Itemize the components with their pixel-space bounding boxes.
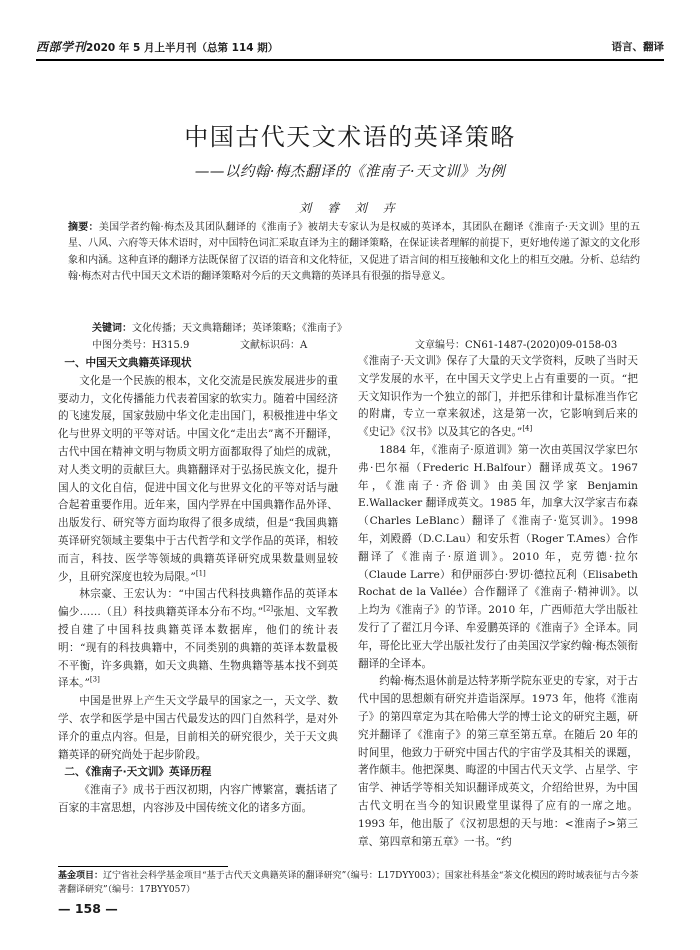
citation: [1] <box>195 569 206 578</box>
footnote-rule <box>58 866 228 867</box>
paragraph: 《淮南子》成书于西汉初期，内容广博繁富，囊括诸了百家的丰富思想，内容涉及中国传统文化的诸多方面。 <box>58 784 338 814</box>
issue-info: 2020 年 5 月上半月刊（总第 114 期） <box>86 42 279 54</box>
paragraph: 文化是一个民族的根本，文化交流是民族发展进步的重要动力，文化传播能力代表着国家的软实力。随着中国经济的飞速发展，国家鼓励中华文化走出国门，积极推进中华文化与世界文明的平等对话。中国文化“走出去”离不开翻译，古代中国在精神文明与物质文明方面都取得了灿烂的成就，对人类文明的贡献巨大。典籍翻译对于弘扬民族文化，提升国人的文化自信，促进中国文化与世界文化的平等对话与融合起着重要作用。近年来，国内学界在中国典籍作品外译、出版发行、研究等方面均取得了很多成绩，但是“我国典籍英译研究领域主要集中于古代哲学和文学作品的英译，相较而言，科技、医学等领域的典籍英译研究成果数量则显较少，且研究深度也较为局限。”[1] <box>58 374 338 583</box>
citation: [4] <box>522 424 533 433</box>
document-code: 文献标识码：A <box>240 340 308 351</box>
paragraph: 1884 年，《淮南子·原道训》第一次由英国汉学家巴尔弗·巴尔福（Frederic H.Balfour）翻译成英文。1967 年，《淮南子·齐俗训》由美国汉学家 Benjamin E.Wallacker 翻译成英文。1985 年，加拿大汉学家吉布森（Charles LeBlanc）翻译了《淮南子·览冥训》。1998 年，刘殿爵（D.C.Lau）和安乐哲（Roger T.Ames）合作翻译了《淮南子·原道训》。2010 年，克劳德·拉尔（Claude Larre）和伊丽莎白·罗切·德拉瓦利（Elisabeth Rochat de la Vallée）合作翻译了《淮南子·精神训》。以上均为《淮南子》的节译。2010 年，广西师范大学出版社发行了了翟江月今译、牟爱鹏英译的《淮南子》全译本。同年，哥伦比亚大学出版社发行了由美国汉学家约翰·梅杰领衔翻译的全译本。 <box>358 443 638 670</box>
header-left <box>36 38 278 55</box>
paper-title: 中国古代天文术语的英译策略 <box>184 123 516 151</box>
right-column <box>358 353 638 851</box>
authors: 刘 睿 刘 卉 <box>299 201 401 215</box>
left-column <box>58 355 338 818</box>
abstract-text: 美国学者约翰·梅杰及其团队翻译的《淮南子》被胡夫专家认为是权威的英译本，其团队在翻译《淮南子·天文训》里的五星、八风、六府等天体术语时，对中国特色词汇采取直译为主的翻译策略，在保证读者理解的前提下，更好地传递了源文的文化形象和内涵。这种直译的翻译方法既保留了汉语的语音和文化特征，又促进了语言间的相互接触和文化上的相互交融。分析、总结约翰·梅杰对古代中国天文术语的翻译策略对今后的天文典籍的英译具有很强的指导意义。 <box>68 222 641 283</box>
section-name: 语言、翻译 <box>611 41 664 53</box>
footnote-label: 基金项目： <box>58 871 104 881</box>
running-header <box>36 38 664 56</box>
section-heading-1: 一、中国天文典籍英译现状 <box>64 357 192 369</box>
footnote-text: 辽宁省社会科学基金项目“基于古代天文典籍英译的翻译研究”（编号：L17DYY003）；国家社科基金“茶文化模因的跨时域表征与古今茶著翻译研究”（编号：17BYY057） <box>58 871 639 895</box>
journal-name: 西部学刊 <box>36 40 87 54</box>
paragraph: 约翰·梅杰退休前是达特茅斯学院东亚史的专家，对于古代中国的思想颇有研究并造诣深厚。1973 年，他将《淮南子》的第四章定为其在哈佛大学的博士论文的研究主题，研究并翻译了《淮南子》的第三章至第五章。在随后 20 年的时间里，他致力于研究中国古代的宇宙学及其相关的课题，著作颇丰。他把深奥、晦涩的中国古代天文学、占星学、宇宙学、神话学等相关知识翻译成英文，介绍给世界，为中国古代文明在当今的知识殿堂里谋得了应有的一席之地。1993 年，他出版了《汉初思想的天与地：<淮南子>第三章、第四章和第五章》一书。“约 <box>358 675 638 848</box>
citation: [3] <box>89 675 100 684</box>
header-rule <box>36 59 664 61</box>
abstract <box>68 220 640 286</box>
article-number: 文章编号：CN61-1487-(2020)09-0158-03 <box>415 340 618 351</box>
footnote <box>58 869 642 897</box>
keywords <box>92 319 640 334</box>
keywords-label: 关键词： <box>92 323 132 334</box>
paragraph: 中国是世界上产生天文学最早的国家之一，天文学、数学、农学和医学是中国古代最发达的四门自然科学，是对外译介的重点内容。但是，目前相关的研究很少，关于天文典籍英译的研究尚处于起步阶段。 <box>58 695 338 761</box>
abstract-label: 摘要： <box>68 222 99 233</box>
paragraph: 林宗豪、王宏认为：“中国古代科技典籍作品的英译本偏少……（且）科技典籍英译本分布不均。”[2]张旭、文军教授自建了中国科技典籍英译本数据库，他们的统计表明：“现有的科技典籍中，不同类别的典籍的英译本数量极不平衡，许多典籍，如天文典籍、生物典籍等基本找不到英译本。”[3] <box>58 588 338 690</box>
clc-number: 中图分类号：H315.9 <box>92 340 190 351</box>
section-heading-2: 二、《淮南子·天文训》英译历程 <box>64 766 212 779</box>
paper-subtitle: ——以约翰·梅杰翻译的《淮南子·天文训》为例 <box>194 164 506 180</box>
citation: [2] <box>263 604 274 613</box>
paragraph: 《淮南子·天文训》保存了大量的天文学资料，反映了当时天文学发展的水平，在中国天文学史上占有重要的一页。“把天文知识作为一个独立的部门，并把乐律和计量标准当作它的附庸，专立一章来叙述，这是第一次，它影响到后来的《史记》《汉书》以及其它的各史。”[4] <box>358 355 638 439</box>
keywords-text: 文化传播；天文典籍翻译；英译策略；《淮南子》 <box>132 323 347 334</box>
page-number: — 158 — <box>58 901 118 916</box>
